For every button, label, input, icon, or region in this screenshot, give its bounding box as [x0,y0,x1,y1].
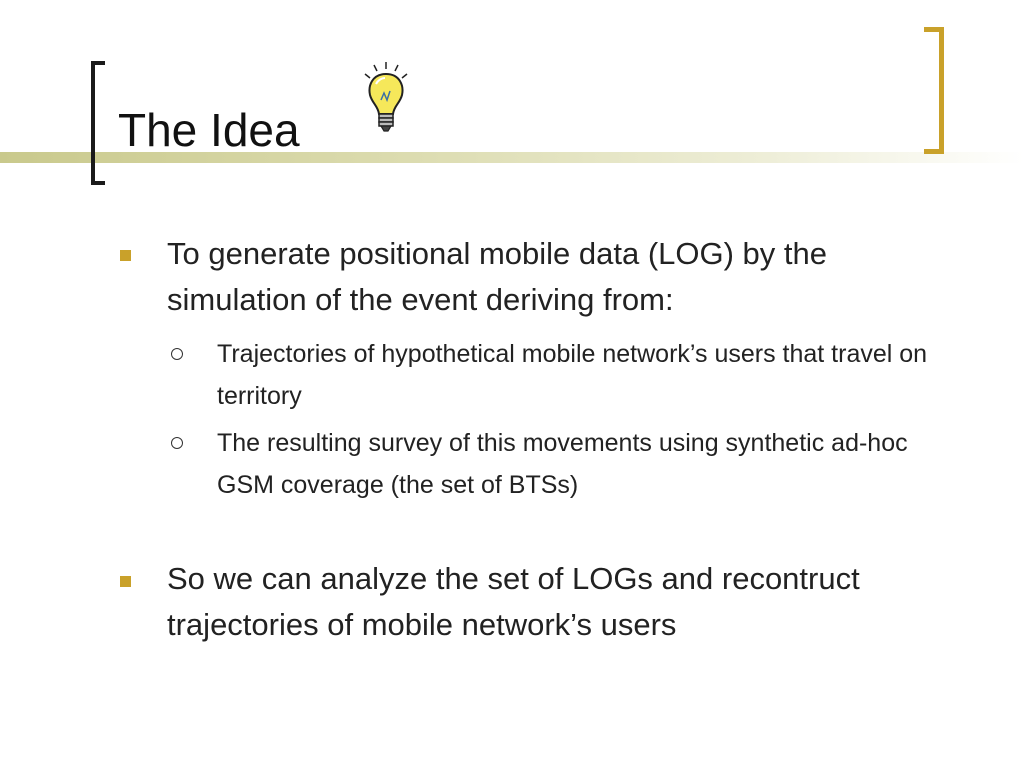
bullet-square-marker [120,576,131,587]
bullet-square-marker [120,250,131,261]
sub-bullet-circle-marker [171,437,183,449]
bullet-text: To generate positional mobile data (LOG) by the simulation of the event deriving from: [167,236,827,317]
sub-bullet-text: Trajectories of hypothetical mobile network’s users that travel on territory [217,340,928,410]
bullet-text: So we can analyze the set of LOGs and recontruct trajectories of mobile network’s users [167,561,860,642]
slide-title: The Idea [118,104,300,156]
sub-bullet-circle-marker [171,348,183,360]
sub-bullet-text: The resulting survey of this movements using synthetic ad-hoc GSM coverage (the set of BTSs) [217,429,908,499]
